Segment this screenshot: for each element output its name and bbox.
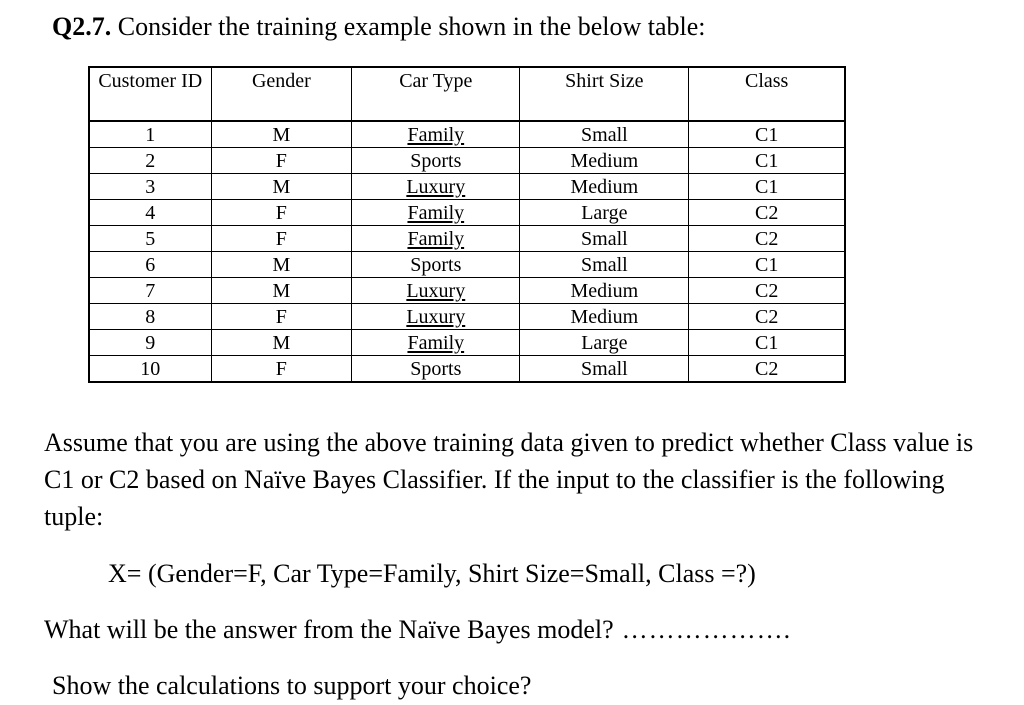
cell-car-type: Luxury xyxy=(352,278,520,304)
cell-shirt-size: Large xyxy=(520,200,689,226)
cell-shirt-size: Small xyxy=(520,226,689,252)
question-number: Q2.7. xyxy=(52,12,112,41)
cell-gender: M xyxy=(211,121,352,148)
cell-class: C1 xyxy=(689,148,845,174)
cell-class: C1 xyxy=(689,252,845,278)
question-heading xyxy=(52,10,706,44)
training-data-table xyxy=(88,66,846,383)
cell-shirt-size: Small xyxy=(520,356,689,383)
cell-customer-id: 8 xyxy=(89,304,211,330)
cell-gender: M xyxy=(211,278,352,304)
cell-gender: M xyxy=(211,330,352,356)
cell-shirt-size: Medium xyxy=(520,148,689,174)
cell-car-type: Sports xyxy=(352,356,520,383)
cell-customer-id: 10 xyxy=(89,356,211,383)
cell-shirt-size: Medium xyxy=(520,174,689,200)
assumption-paragraph: Assume that you are using the above training data given to predict whether Class value is C1 or C2 based on Naïve Bayes Classifier. If the input to the classifier is the following tuple: xyxy=(44,428,974,531)
table-row xyxy=(89,304,845,330)
cell-car-type: Sports xyxy=(352,252,520,278)
answer-prompt xyxy=(44,613,791,647)
cell-gender: M xyxy=(211,174,352,200)
cell-customer-id: 7 xyxy=(89,278,211,304)
cell-gender: F xyxy=(211,304,352,330)
table-row xyxy=(89,200,845,226)
cell-class: C1 xyxy=(689,174,845,200)
answer-prompt-text: What will be the answer from the Naïve Bayes model? xyxy=(44,615,614,644)
cell-shirt-size: Large xyxy=(520,330,689,356)
cell-customer-id: 4 xyxy=(89,200,211,226)
cell-shirt-size: Small xyxy=(520,121,689,148)
cell-car-type: Family xyxy=(352,200,520,226)
question-text: Consider the training example shown in the below table: xyxy=(111,12,706,41)
table-row xyxy=(89,226,845,252)
cell-gender: F xyxy=(211,226,352,252)
table-header-row xyxy=(89,67,845,121)
cell-car-type: Family xyxy=(352,226,520,252)
cell-car-type: Sports xyxy=(352,148,520,174)
table-row xyxy=(89,174,845,200)
cell-car-type: Luxury xyxy=(352,304,520,330)
cell-shirt-size: Medium xyxy=(520,304,689,330)
header-gender: Gender xyxy=(211,67,352,121)
cell-car-type: Luxury xyxy=(352,174,520,200)
cell-class: C1 xyxy=(689,330,845,356)
cell-car-type: Family xyxy=(352,121,520,148)
cell-gender: F xyxy=(211,356,352,383)
cell-customer-id: 5 xyxy=(89,226,211,252)
cell-class: C2 xyxy=(689,226,845,252)
input-tuple: X= (Gender=F, Car Type=Family, Shirt Size=Small, Class =?) xyxy=(108,559,756,588)
calculation-instruction: Show the calculations to support your choice? xyxy=(52,671,532,700)
cell-car-type: Family xyxy=(352,330,520,356)
cell-class: C2 xyxy=(689,278,845,304)
cell-customer-id: 1 xyxy=(89,121,211,148)
cell-gender: F xyxy=(211,148,352,174)
cell-shirt-size: Medium xyxy=(520,278,689,304)
table-row xyxy=(89,278,845,304)
answer-blank: ………………. xyxy=(621,615,792,644)
cell-customer-id: 9 xyxy=(89,330,211,356)
header-customer-id: Customer ID xyxy=(89,67,211,121)
header-shirt-size: Shirt Size xyxy=(520,67,689,121)
cell-shirt-size: Small xyxy=(520,252,689,278)
table-row xyxy=(89,356,845,383)
cell-class: C1 xyxy=(689,121,845,148)
header-class: Class xyxy=(689,67,845,121)
cell-customer-id: 6 xyxy=(89,252,211,278)
cell-class: C2 xyxy=(689,200,845,226)
table-row xyxy=(89,121,845,148)
table-row xyxy=(89,252,845,278)
table-row xyxy=(89,148,845,174)
cell-customer-id: 2 xyxy=(89,148,211,174)
cell-gender: F xyxy=(211,200,352,226)
cell-gender: M xyxy=(211,252,352,278)
cell-class: C2 xyxy=(689,304,845,330)
header-car-type: Car Type xyxy=(352,67,520,121)
cell-class: C2 xyxy=(689,356,845,383)
table-row xyxy=(89,330,845,356)
cell-customer-id: 3 xyxy=(89,174,211,200)
